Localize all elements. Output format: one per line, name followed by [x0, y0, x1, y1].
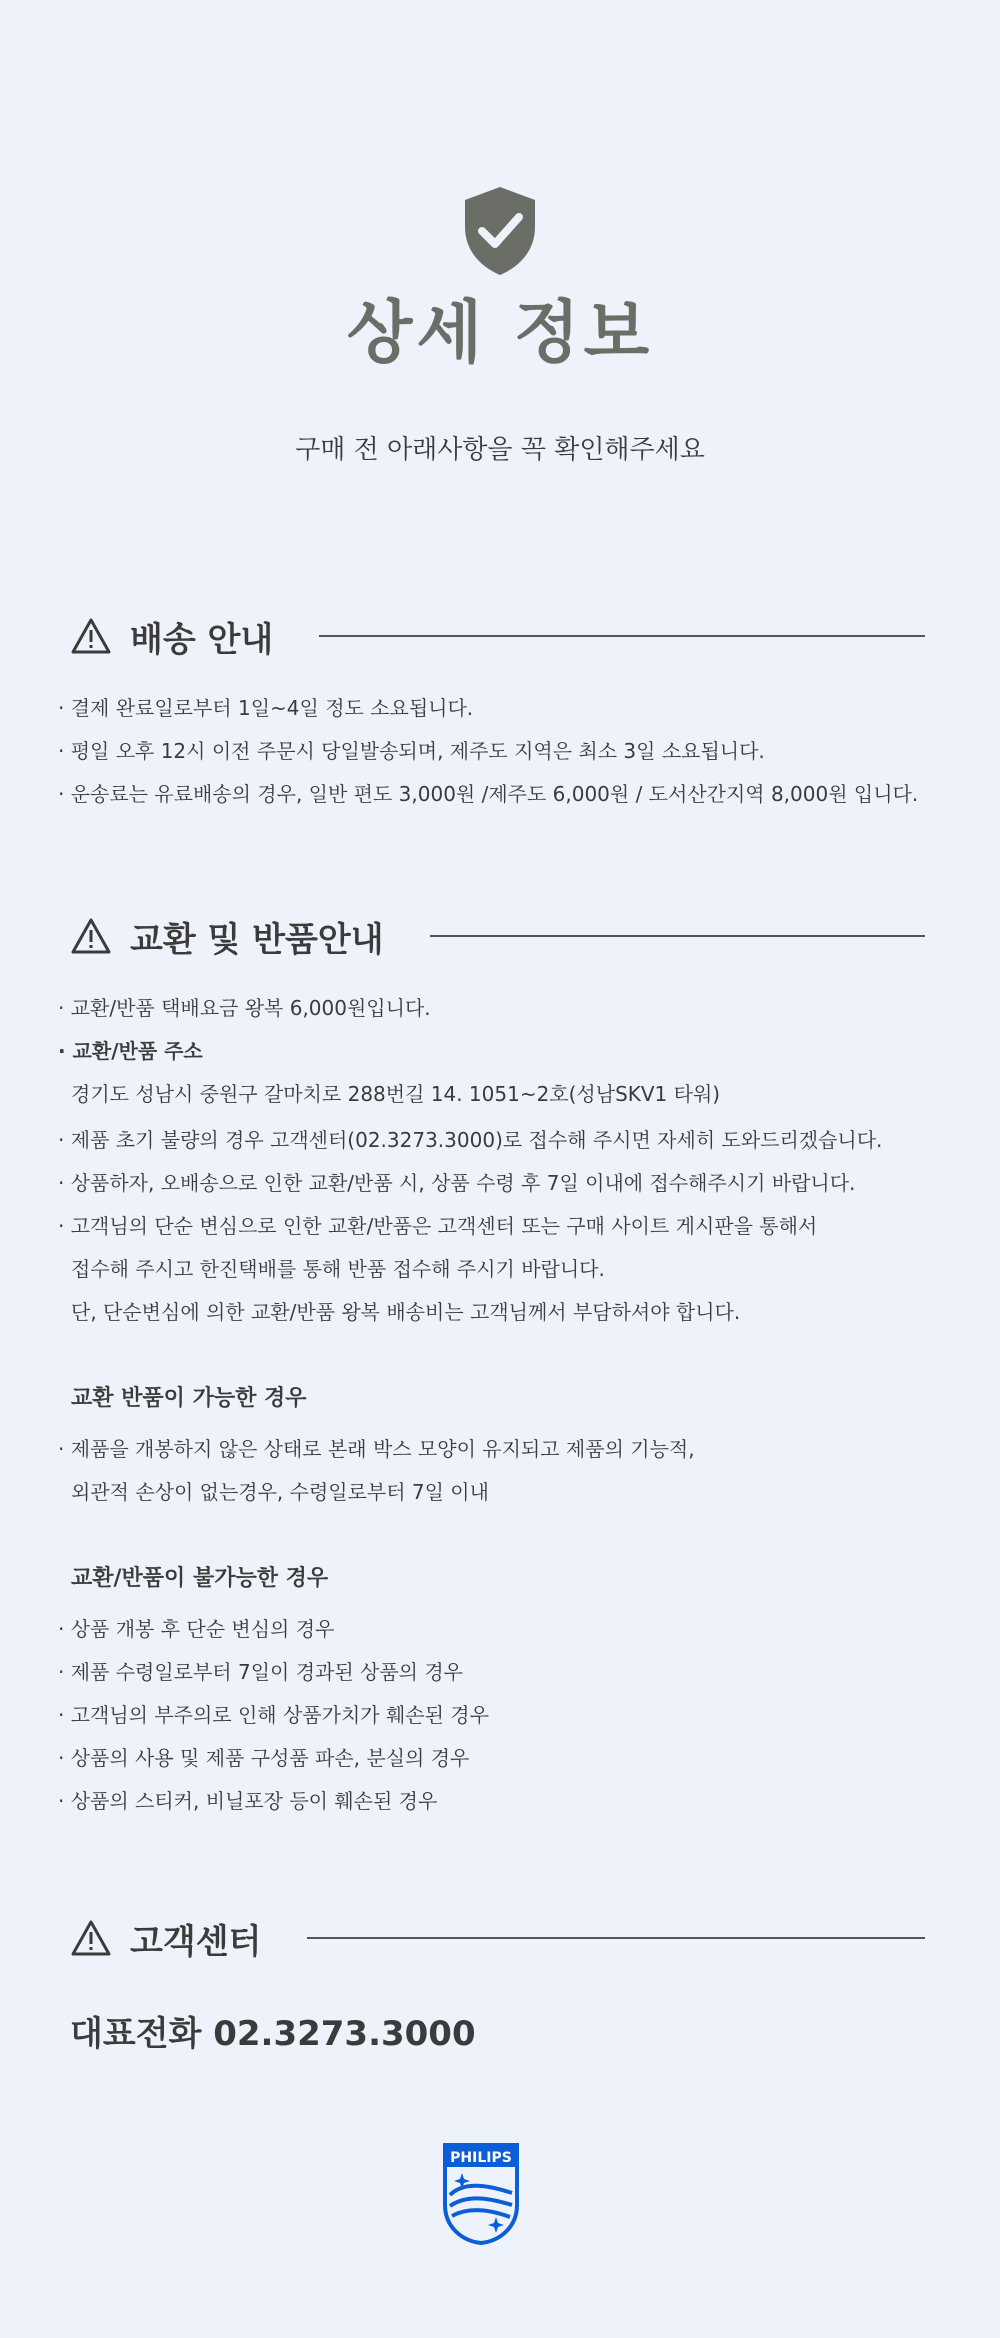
warning-triangle-icon [70, 1919, 112, 1957]
returns-fee: · 교환/반품 택배요금 왕복 6,000원입니다. [58, 996, 431, 1020]
section-divider [319, 635, 925, 637]
possible-title: 교환 반품이 가능한 경우 [71, 1386, 307, 1411]
support-phone: 대표전화 02.3273.3000 [70, 2014, 476, 2054]
shipping-section-title: 배송 안내 [130, 619, 274, 660]
shipping-line: · 결제 완료일로부터 1일~4일 정도 소요됩니다. [58, 696, 474, 720]
returns-section-title: 교환 및 반품안내 [130, 919, 384, 960]
philips-logo [442, 2143, 520, 2245]
returns-misdelivery: · 상품하자, 오배송으로 인한 교환/반품 시, 상품 수령 후 7일 이내에 접수해주시기 바랍니다. [58, 1171, 856, 1195]
returns-address: 경기도 성남시 중원구 갈마치로 288번길 14. 1051~2호(성남SKV1 타워) [71, 1082, 721, 1106]
returns-change-mind: 접수해 주시고 한진택배를 통해 반품 접수해 주시기 바랍니다. [71, 1257, 605, 1281]
impossible-item: · 상품 개봉 후 단순 변심의 경우 [58, 1617, 335, 1641]
warning-triangle-icon [70, 917, 112, 955]
shipping-line: · 운송료는 유료배송의 경우, 일반 편도 3,000원 /제주도 6,000원 / 도서산간지역 8,000원 입니다. [58, 782, 919, 806]
warning-triangle-icon [70, 617, 112, 655]
impossible-item: · 상품의 스티커, 비닐포장 등이 훼손된 경우 [58, 1789, 438, 1813]
shield-check-icon [461, 185, 539, 277]
shipping-line: · 평일 오후 12시 이전 주문시 당일발송되며, 제주도 지역은 최소 3일 소요됩니다. [58, 739, 765, 763]
returns-defect: · 제품 초기 불량의 경우 고객센터(02.3273.3000)로 접수해 주시면 자세히 도와드리겠습니다. [58, 1128, 883, 1152]
svg-text:PHILIPS: PHILIPS [450, 2150, 512, 2166]
returns-address-label: · 교환/반품 주소 [58, 1039, 203, 1063]
shipping-section-header [70, 614, 925, 658]
impossible-title: 교환/반품이 불가능한 경우 [71, 1566, 329, 1591]
possible-line: 외관적 손상이 없는경우, 수령일로부터 7일 이내 [71, 1480, 489, 1504]
returns-change-mind: · 고객님의 단순 변심으로 인한 교환/반품은 고객센터 또는 구매 사이트 게시판을 통해서 [58, 1214, 818, 1238]
page-title: 상세 정보 [346, 294, 654, 373]
possible-line: · 제품을 개봉하지 않은 상태로 본래 박스 모양이 유지되고 제품의 기능적, [58, 1437, 695, 1461]
page-subtitle: 구매 전 아래사항을 꼭 확인해주세요 [295, 435, 705, 465]
returns-change-mind: 단, 단순변심에 의한 교환/반품 왕복 배송비는 고객님께서 부담하셔야 합니다. [71, 1300, 741, 1324]
impossible-item: · 고객님의 부주의로 인해 상품가치가 훼손된 경우 [58, 1703, 489, 1727]
impossible-item: · 제품 수령일로부터 7일이 경과된 상품의 경우 [58, 1660, 463, 1684]
returns-section-header [70, 914, 925, 958]
impossible-item: · 상품의 사용 및 제품 구성품 파손, 분실의 경우 [58, 1746, 470, 1770]
section-divider [307, 1937, 925, 1939]
support-section-title: 고객센터 [130, 1921, 262, 1962]
support-section-header [70, 1916, 925, 1960]
section-divider [430, 935, 925, 937]
